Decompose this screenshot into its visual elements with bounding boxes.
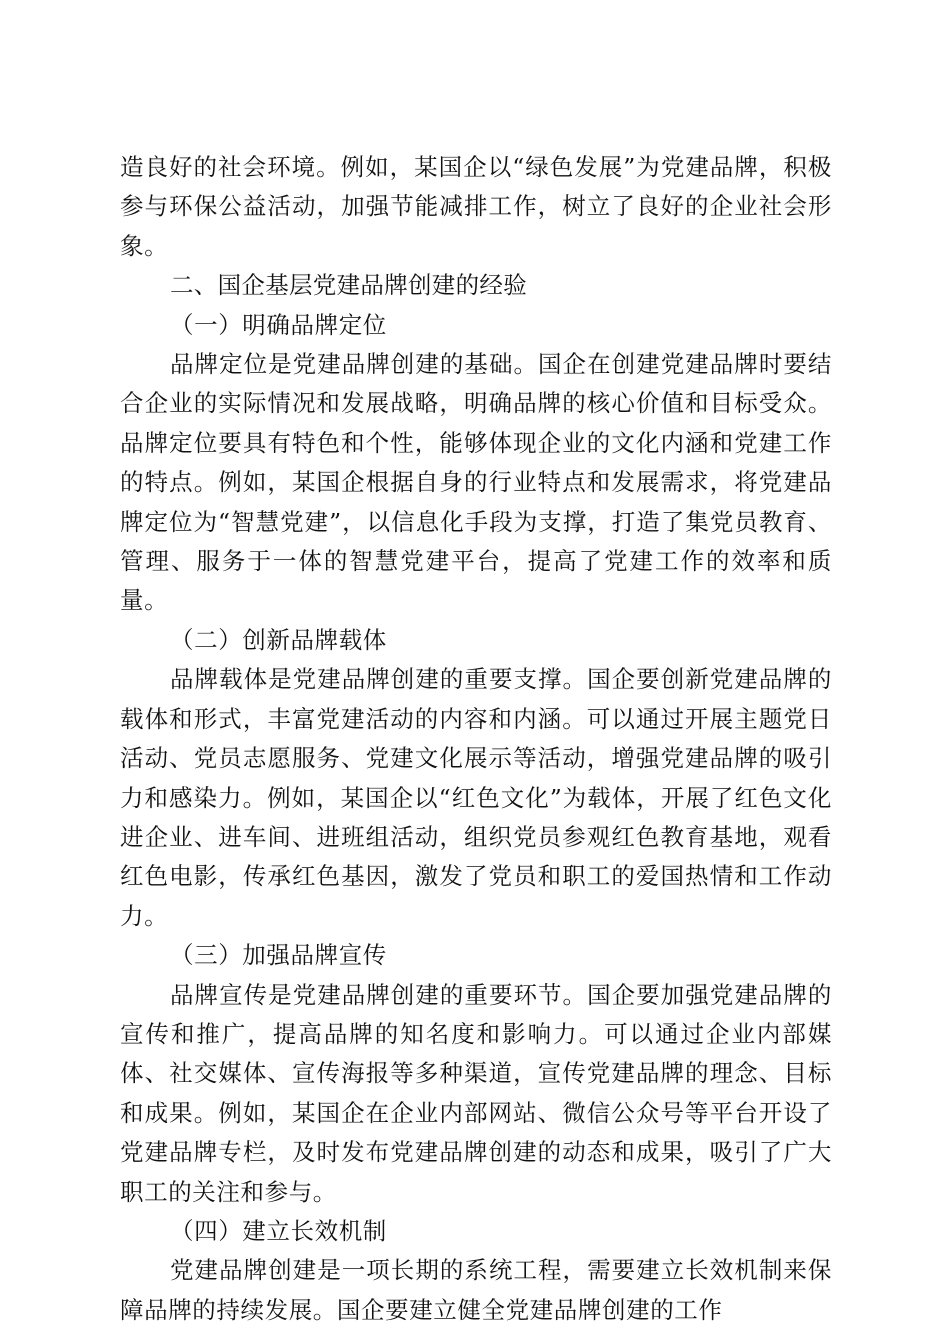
paragraph-brand-positioning: 品牌定位是党建品牌创建的基础。国企在创建党建品牌时要结合企业的实际情况和发展战略，明确品牌的核心价值和目标受众。品牌定位要具有特色和个性，能够体现企业的文化内涵和党建工作的特点。例如，某国企根据自身的行业特点和发展需求，将党建品牌定位为“智慧党建”，以信息化手段为支撑，打造了集党员教育、管理、服务于一体的智慧党建平台，提高了党建工作的效率和质量。	[120, 350, 832, 615]
subsection-heading-long-term-mechanism: （四）建立长效机制	[170, 1216, 387, 1245]
paragraph-brand-promotion: 品牌宣传是党建品牌创建的重要环节。国企要加强党建品牌的宣传和推广，提高品牌的知名度和影响力。可以通过企业内部媒体、社交媒体、宣传海报等多种渠道，宣传党建品牌的理念、目标和成果。例如，某国企在企业内部网站、微信公众号等平台开设了党建品牌专栏，及时发布党建品牌创建的动态和成果，吸引了广大职工的关注和参与。	[120, 980, 832, 1206]
subsection-heading-brand-promotion: （三）加强品牌宣传	[170, 941, 387, 970]
paragraph-brand-carrier: 品牌载体是党建品牌创建的重要支撑。国企要创新党建品牌的载体和形式，丰富党建活动的内容和内涵。可以通过开展主题党日活动、党员志愿服务、党建文化展示等活动，增强党建品牌的吸引力和感染力。例如，某国企以“红色文化”为载体，开展了红色文化进企业、进车间、进班组活动，组织党员参观红色教育基地，观看红色电影，传承红色基因，激发了党员和职工的爱国热情和工作动力。	[120, 665, 832, 930]
subsection-heading-brand-carrier: （二）创新品牌载体	[170, 625, 387, 654]
subsection-heading-brand-positioning: （一）明确品牌定位	[170, 310, 387, 339]
paragraph-long-term-mechanism: 党建品牌创建是一项长期的系统工程，需要建立长效机制来保障品牌的持续发展。国企要建立健全党建品牌创建的工作	[120, 1256, 832, 1324]
continued-paragraph: 造良好的社会环境。例如，某国企以“绿色发展”为党建品牌，积极参与环保公益活动，加强节能减排工作，树立了良好的企业社会形象。	[120, 153, 832, 260]
section-heading-experience: 二、国企基层党建品牌创建的经验	[170, 271, 527, 300]
document-body	[120, 148, 832, 1330]
